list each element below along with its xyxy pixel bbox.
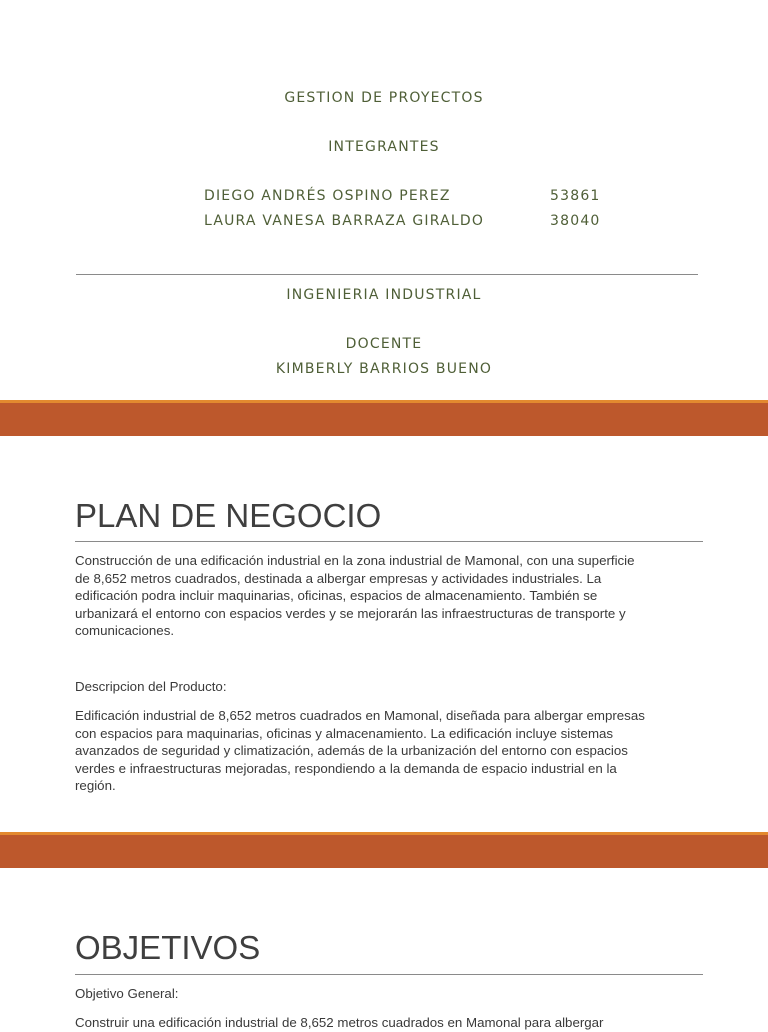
member-id: 38040 <box>550 213 601 229</box>
product-line: Edificación industrial de 8,652 metros cuadrados en Mamonal, diseñada para albergar empresas <box>75 708 645 723</box>
slide-separator <box>0 400 768 436</box>
product-description <box>75 707 705 795</box>
member-id: 53861 <box>550 188 601 204</box>
product-line: verdes e infraestructuras mejoradas, respondiendo a la demanda de espacio industrial en la <box>75 760 617 776</box>
objectives-title-rule <box>75 974 703 975</box>
plan-title: PLAN DE NEGOCIO <box>75 497 382 534</box>
general-objective-text: Construir una edificación industrial de 8,652 metros cuadrados en Mamonal para albergar <box>75 1015 604 1030</box>
members-heading: INTEGRANTES <box>328 139 440 155</box>
objectives-title: OBJETIVOS <box>75 929 261 966</box>
course-title: GESTION DE PROYECTOS <box>284 90 484 106</box>
teacher-heading: DOCENTE <box>345 336 423 352</box>
cover-divider <box>76 274 698 275</box>
member-name: DIEGO ANDRÉS OSPINO PEREZ <box>204 188 451 204</box>
plan-intro <box>75 552 705 640</box>
program-name: INGENIERIA INDUSTRIAL <box>286 287 482 303</box>
plan-intro-line: de 8,652 metros cuadrados, destinada a albergar empresas y actividades industriales. La <box>75 570 602 586</box>
plan-intro-line: edificación podra incluir maquinarias, oficinas, espacios de almacenamiento. También se <box>75 588 598 603</box>
general-objective-heading: Objetivo General: <box>75 986 179 1001</box>
plan-intro-line: comunicaciones. <box>75 623 175 638</box>
product-heading: Descripcion del Producto: <box>75 679 227 694</box>
member-name: LAURA VANESA BARRAZA GIRALDO <box>204 213 485 229</box>
plan-intro-line: Construcción de una edificación industrial en la zona industrial de Mamonal, con una superficie <box>75 553 635 568</box>
teacher-name: KIMBERLY BARRIOS BUENO <box>275 361 493 377</box>
product-line: avanzados de seguridad y climatización, además de la urbanización del entorno con espacios <box>75 743 628 758</box>
slide-separator <box>0 832 768 868</box>
product-line: región. <box>75 778 116 793</box>
plan-title-rule <box>75 541 703 542</box>
plan-intro-line: urbanizará el entorno con espacios verdes y se mejorarán las infraestructuras de transporte y <box>75 605 626 621</box>
product-line: con espacios para maquinarias, oficinas y almacenamiento. La edificación incluye sistemas <box>75 725 614 741</box>
